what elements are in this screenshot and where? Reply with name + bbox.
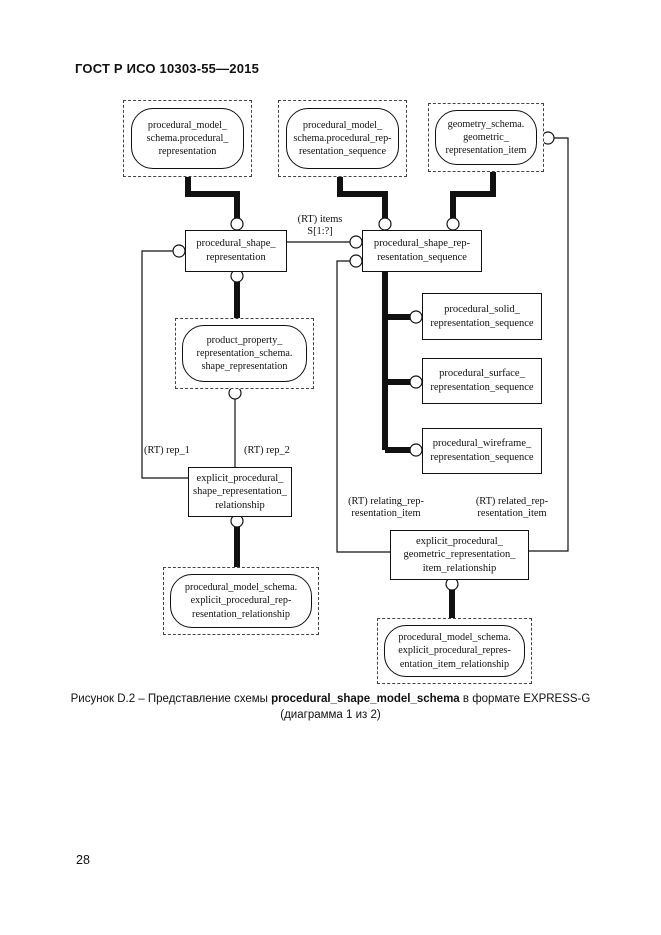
ref-text-line: entation_item_relationship	[399, 658, 510, 670]
ref-text-line: procedural_model_	[302, 119, 383, 131]
connector-dot	[350, 255, 362, 267]
entity-text-line: representation	[206, 252, 266, 263]
connector-dot	[379, 218, 391, 230]
ref-text-line: shape_representation	[201, 361, 288, 373]
ref-text-line: geometric_	[463, 131, 509, 143]
edge-label-relating-representation-item	[338, 496, 434, 520]
ref-text-line: representation_item	[445, 145, 527, 157]
entity-text-line: representation_sequence	[430, 452, 534, 463]
entity-text-line: shape_representation_	[193, 486, 287, 498]
ref-procedural-model-schema-procedural-representation	[123, 100, 252, 177]
entity-text-line: representation_sequence	[430, 317, 534, 329]
edge-label-rep1	[144, 445, 200, 457]
ref-oval	[131, 108, 244, 169]
connector-dot	[231, 218, 243, 230]
edge-label-line: (RT) items	[297, 214, 343, 225]
edge-label-line: (RT) rep_1	[144, 445, 190, 456]
edge-label-line: (RT) rep_2	[244, 445, 290, 456]
ref-text-line: schema.procedural_	[146, 132, 229, 144]
ref-text-line: procedural_model_schema.	[184, 582, 298, 594]
figure-caption-line2: (диаграмма 1 из 2)	[280, 708, 381, 721]
ref-text-line: procedural_model_	[147, 119, 228, 131]
ref-geometry-schema-geometric-representation-item	[428, 103, 544, 172]
ref-oval	[384, 625, 525, 677]
caption-schema-name: procedural_shape_model_schema	[271, 693, 460, 705]
ref-oval	[435, 110, 537, 165]
page-header: ГОСТ Р ИСО 10303-55—2015	[75, 61, 260, 76]
ref-text-line: schema.procedural_rep-	[293, 132, 392, 144]
ref-text-line: resentation_sequence	[298, 146, 387, 158]
link-procrepseq-to-sequence	[340, 175, 385, 218]
link-geomitem-to-sequence	[453, 170, 493, 218]
entity-text-line: procedural_solid_	[444, 303, 520, 315]
entity-text-line: explicit_procedural_	[196, 472, 284, 484]
entity-procedural-shape-representation-sequence	[362, 230, 482, 272]
connector-dot	[173, 245, 185, 257]
edge-label-related-representation-item	[460, 496, 564, 520]
connector-dot	[410, 376, 422, 388]
entity-procedural-solid-representation-sequence	[422, 293, 542, 340]
edge-label-rep2	[244, 445, 300, 457]
entity-procedural-wireframe-representation-sequence	[422, 428, 542, 474]
ref-oval	[170, 574, 312, 628]
entity-text-line: explicit_procedural_	[416, 535, 503, 547]
ref-oval	[182, 325, 307, 382]
page-number: 28	[76, 853, 90, 867]
ref-procedural-model-schema-procedural-representation-sequence	[278, 100, 407, 177]
edge-label-line: (RT) relating_rep-	[348, 496, 424, 507]
edge-label-line: S[1:?]	[307, 225, 333, 237]
edge-label-items	[288, 214, 352, 238]
entity-text-line: relationship	[215, 499, 265, 511]
ref-text-line: explicit_procedural_repres-	[398, 645, 511, 657]
entity-text-line: geometric_representation_	[403, 549, 516, 561]
entity-text-line: item_relationship	[422, 562, 497, 574]
caption-suffix: в формате EXPRESS-G	[459, 693, 591, 705]
caption-prefix: Рисунок D.2 – Представление схемы	[70, 693, 272, 705]
link-procrep-to-shape-representation	[188, 175, 237, 218]
ref-oval	[286, 108, 399, 169]
entity-procedural-shape-representation	[185, 230, 287, 272]
edge-label-line: resentation_item	[351, 507, 421, 519]
attr-link-related-item	[527, 138, 568, 551]
ref-explicit-procedural-representation-item-relationship	[377, 618, 532, 684]
ref-text-line: representation_schema.	[196, 347, 293, 359]
ref-text-line: explicit_procedural_rep-	[190, 595, 292, 607]
entity-text-line: procedural_surface_	[439, 368, 525, 380]
edge-label-line: (RT) related_rep-	[475, 496, 549, 507]
entity-text-line: resentation_sequence	[377, 252, 467, 263]
entity-text-line: representation_sequence	[430, 382, 534, 393]
figure-caption-line1	[0, 692, 661, 708]
ref-text-line: representation	[158, 146, 217, 158]
ref-explicit-procedural-representation-relationship	[163, 567, 319, 635]
connector-dot	[447, 218, 459, 230]
edge-label-line: resentation_item	[477, 507, 547, 519]
ref-text-line: product_property_	[206, 334, 283, 346]
ref-product-property-representation-schema-shape-representation	[175, 318, 314, 389]
entity-procedural-surface-representation-sequence	[422, 358, 542, 404]
ref-text-line: resentation_relationship	[192, 608, 290, 620]
connector-dot	[410, 444, 422, 456]
ref-text-line: geometry_schema.	[447, 118, 525, 130]
entity-text-line: procedural_wireframe_	[432, 438, 532, 450]
connector-dot	[410, 311, 422, 323]
figure-caption	[0, 692, 661, 723]
entity-text-line: procedural_shape_rep-	[373, 238, 471, 250]
entity-explicit-procedural-shape-representation-relationship	[188, 467, 292, 517]
entity-text-line: procedural_shape_	[196, 238, 276, 250]
ref-text-line: procedural_model_schema.	[398, 632, 511, 644]
entity-explicit-procedural-geometric-representation-item-relationship	[390, 530, 529, 580]
